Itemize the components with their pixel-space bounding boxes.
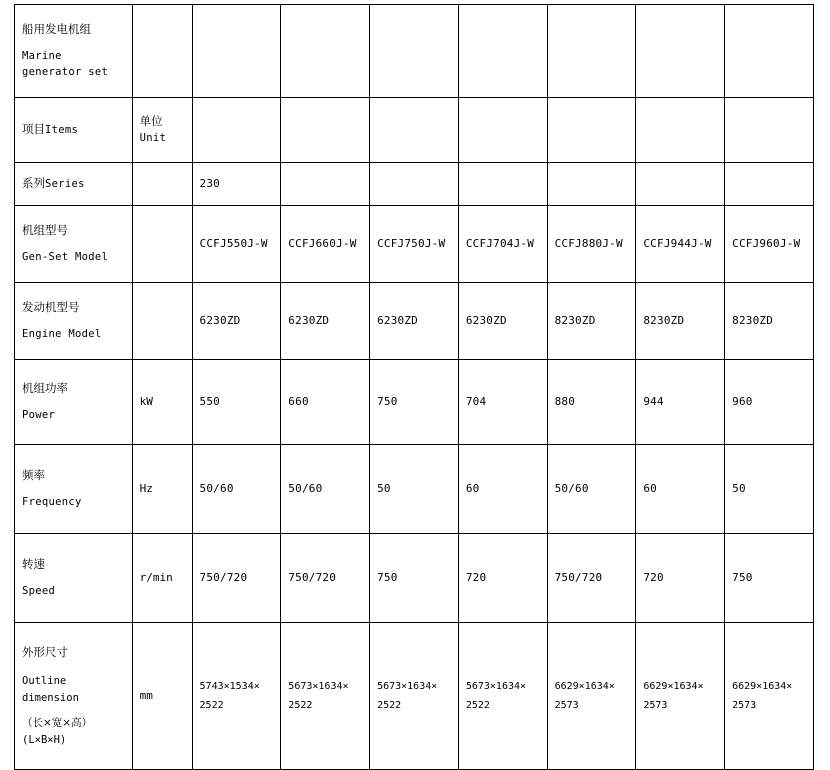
series-spacer-7: [725, 163, 814, 206]
series-spacer-3: [370, 163, 459, 206]
row-unit-genset-model: [132, 206, 192, 283]
dim-line-1: 6629×1634×: [732, 681, 793, 692]
header-spacer-2: [281, 98, 370, 163]
dim-line-1: 5673×1634×: [465, 681, 527, 692]
table-row-power: [15, 360, 814, 445]
dim-line-2: 2522: [199, 700, 224, 711]
row-label-cn: 机组型号: [22, 223, 68, 237]
series-unit-cell: [132, 163, 192, 206]
cell-outline-dimension-4: [458, 623, 547, 770]
row-unit-speed: r/min: [132, 534, 192, 623]
cell-genset-model-4: CCFJ704J-W: [458, 206, 547, 283]
row-label-en: Speed: [22, 585, 56, 598]
cell-power-4: 704: [458, 360, 547, 445]
document-title-cell: [15, 5, 133, 98]
table-row-frequency: [15, 445, 814, 534]
cell-power-1: 550: [192, 360, 281, 445]
header-unit-cn: 单位: [139, 113, 163, 128]
row-label-en: Gen-Set Model: [22, 251, 109, 264]
cell-frequency-4: 60: [458, 445, 547, 534]
cell-frequency-6: 60: [636, 445, 725, 534]
row-label-power: [15, 360, 133, 445]
cell-speed-7: 750: [725, 534, 814, 623]
cell-power-5: 880: [547, 360, 636, 445]
series-label-en: Series: [45, 178, 85, 191]
cell-speed-6: 720: [636, 534, 725, 623]
series-spacer-6: [636, 163, 725, 206]
cell-engine-model-4: 6230ZD: [458, 283, 547, 360]
title-spacer-7: [725, 5, 814, 98]
dim-line-1: 6629×1634×: [643, 681, 704, 692]
dim-line-2: 2522: [377, 700, 402, 711]
cell-frequency-5: 50/60: [547, 445, 636, 534]
title-spacer-6: [636, 5, 725, 98]
cell-speed-1: 750/720: [192, 534, 281, 623]
header-unit-cell: [132, 98, 192, 163]
header-unit-en: Unit: [139, 132, 167, 145]
row-label-genset-model: [15, 206, 133, 283]
header-spacer-7: [725, 98, 814, 163]
row-unit-power: kW: [132, 360, 192, 445]
title-spacer-2: [281, 5, 370, 98]
row-unit-engine-model: [132, 283, 192, 360]
series-spacer-2: [281, 163, 370, 206]
document-title-cn: 船用发电机组: [22, 22, 91, 37]
cell-power-6: 944: [636, 360, 725, 445]
row-label-engine-model: [15, 283, 133, 360]
row-label-en-sub: (L×B×H): [22, 733, 67, 746]
cell-genset-model-2: CCFJ660J-W: [281, 206, 370, 283]
cell-engine-model-2: 6230ZD: [281, 283, 370, 360]
table-row-speed: [15, 534, 814, 623]
title-spacer-unit: [132, 5, 192, 98]
cell-genset-model-5: CCFJ880J-W: [547, 206, 636, 283]
cell-engine-model-3: 6230ZD: [370, 283, 459, 360]
table-row-outline-dimension: [15, 623, 814, 770]
row-label-en: Engine Model: [22, 328, 102, 341]
title-spacer-1: [192, 5, 281, 98]
cell-speed-4: 720: [458, 534, 547, 623]
row-label-cn: 发动机型号: [22, 300, 80, 314]
row-label-cn: 转速: [22, 557, 45, 571]
row-label-en: Frequency: [22, 496, 82, 509]
cell-frequency-7: 50: [725, 445, 814, 534]
marine-generator-spec-table: [14, 4, 814, 770]
row-label-cn-sub: （长×宽×高）: [22, 716, 93, 729]
table-row-genset-model: [15, 206, 814, 283]
table-row-engine-model: [15, 283, 814, 360]
header-spacer-3: [370, 98, 459, 163]
title-spacer-4: [458, 5, 547, 98]
cell-power-7: 960: [725, 360, 814, 445]
cell-outline-dimension-5: [547, 623, 636, 770]
series-label-cell: [15, 163, 133, 206]
row-label-outline-dimension: [15, 623, 133, 770]
cell-genset-model-7: CCFJ960J-W: [725, 206, 814, 283]
series-value: 230: [192, 163, 281, 206]
cell-genset-model-1: CCFJ550J-W: [192, 206, 281, 283]
row-label-cn: 频率: [22, 468, 45, 482]
header-items-en: Items: [45, 124, 79, 137]
document-title-en: Marine generator set: [22, 50, 109, 79]
table-row-header: [15, 98, 814, 163]
cell-frequency-2: 50/60: [281, 445, 370, 534]
dim-line-1: 5673×1634×: [288, 681, 349, 692]
header-spacer-1: [192, 98, 281, 163]
cell-outline-dimension-6: [636, 623, 725, 770]
dim-line-1: 5743×1534×: [199, 681, 260, 692]
row-label-cn: 机组功率: [22, 381, 68, 395]
dim-line-1: 6629×1634×: [554, 681, 615, 692]
row-unit-frequency: Hz: [132, 445, 192, 534]
row-label-frequency: [15, 445, 133, 534]
cell-outline-dimension-3: [370, 623, 459, 770]
cell-engine-model-5: 8230ZD: [547, 283, 636, 360]
title-spacer-5: [547, 5, 636, 98]
cell-speed-2: 750/720: [281, 534, 370, 623]
cell-outline-dimension-2: [281, 623, 370, 770]
row-label-cn: 外形尺寸: [22, 645, 68, 660]
table-row-series: [15, 163, 814, 206]
cell-frequency-3: 50: [370, 445, 459, 534]
header-spacer-6: [636, 98, 725, 163]
cell-power-2: 660: [281, 360, 370, 445]
cell-outline-dimension-7: [725, 623, 814, 770]
dim-line-2: 2522: [288, 700, 313, 711]
cell-engine-model-7: 8230ZD: [725, 283, 814, 360]
table-row-title: [15, 5, 814, 98]
header-items-cell: [15, 98, 133, 163]
dim-line-2: 2573: [554, 700, 579, 711]
cell-power-3: 750: [370, 360, 459, 445]
series-label-cn: 系列: [22, 176, 45, 191]
series-spacer-4: [458, 163, 547, 206]
header-items-cn: 项目: [22, 122, 45, 137]
row-unit-outline-dimension: mm: [132, 623, 192, 770]
row-label-en: Outline dimension: [22, 675, 79, 704]
cell-speed-5: 750/720: [547, 534, 636, 623]
cell-engine-model-6: 8230ZD: [636, 283, 725, 360]
cell-speed-3: 750: [370, 534, 459, 623]
row-label-speed: [15, 534, 133, 623]
cell-genset-model-6: CCFJ944J-W: [636, 206, 725, 283]
row-label-en: Power: [22, 409, 56, 422]
header-spacer-4: [458, 98, 547, 163]
dim-line-2: 2573: [732, 700, 757, 711]
header-spacer-5: [547, 98, 636, 163]
cell-genset-model-3: CCFJ750J-W: [370, 206, 459, 283]
title-spacer-3: [370, 5, 459, 98]
series-spacer-5: [547, 163, 636, 206]
dim-line-2: 2573: [643, 700, 668, 711]
cell-frequency-1: 50/60: [192, 445, 281, 534]
cell-outline-dimension-1: [192, 623, 281, 770]
spec-sheet: [0, 4, 830, 749]
cell-engine-model-1: 6230ZD: [192, 283, 281, 360]
dim-line-2: 2522: [465, 700, 490, 711]
dim-line-1: 5673×1634×: [377, 681, 438, 692]
